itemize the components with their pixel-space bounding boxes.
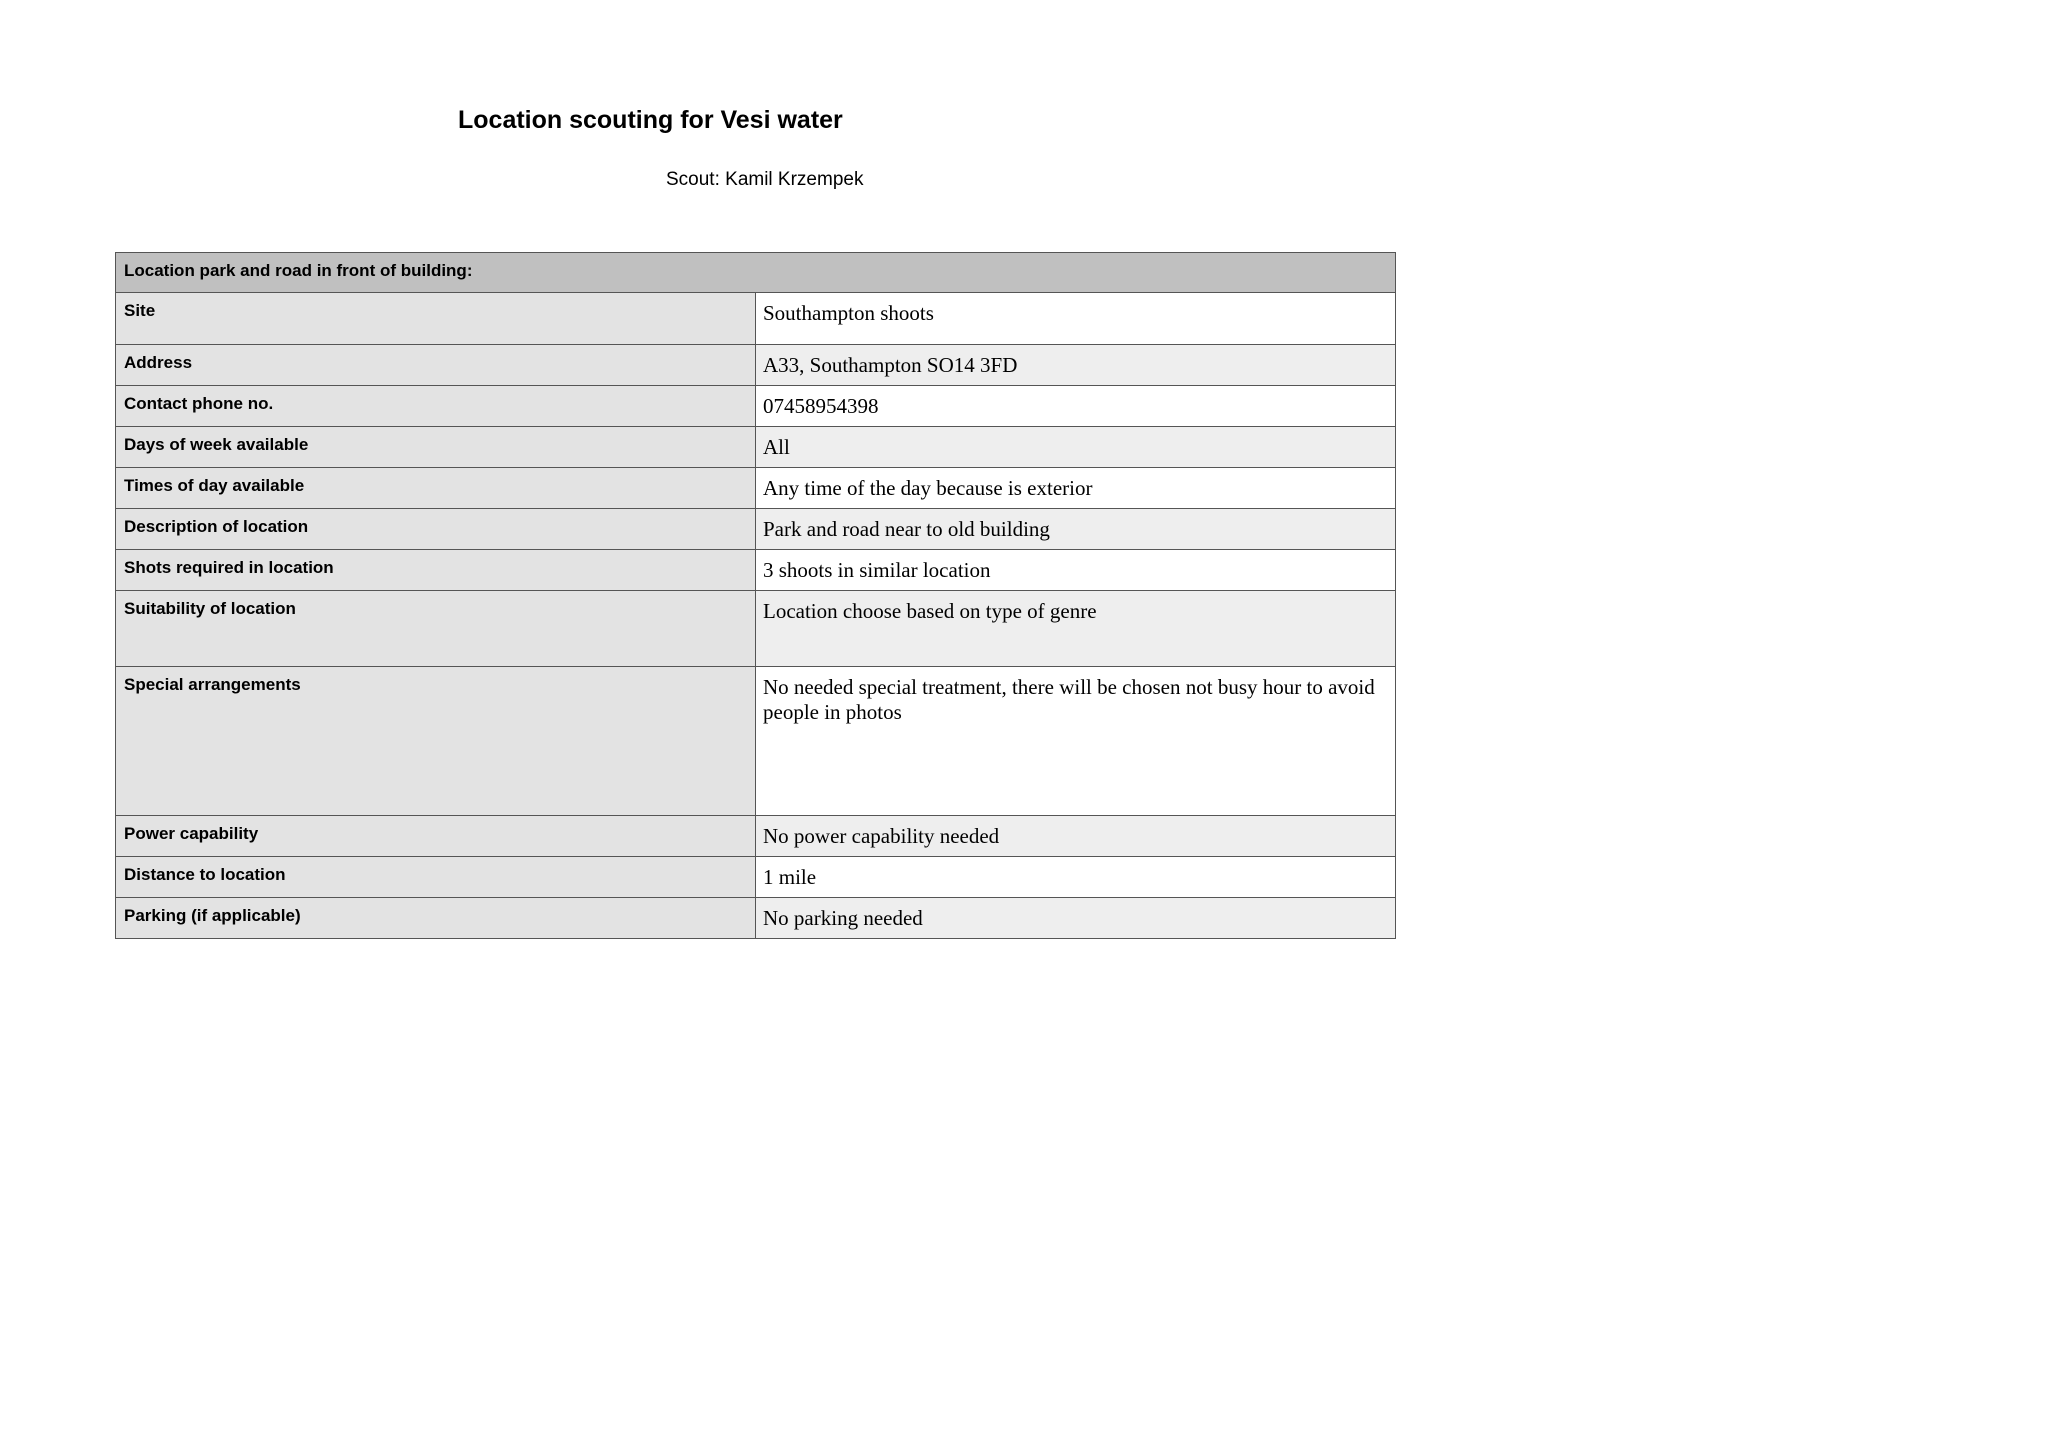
table-row-times-available <box>116 468 1396 509</box>
scout-name: Scout: Kamil Krzempek <box>666 169 864 190</box>
row-label: Distance to location <box>116 857 756 898</box>
row-value: 07458954398 <box>756 386 1396 427</box>
row-label: Power capability <box>116 816 756 857</box>
row-value: Southampton shoots <box>756 293 1396 345</box>
row-label: Parking (if applicable) <box>116 898 756 939</box>
row-label: Times of day available <box>116 468 756 509</box>
row-label: Days of week available <box>116 427 756 468</box>
table-row-days-available <box>116 427 1396 468</box>
row-label: Shots required in location <box>116 550 756 591</box>
table-row-suitability <box>116 591 1396 667</box>
row-label: Contact phone no. <box>116 386 756 427</box>
row-label: Suitability of location <box>116 591 756 667</box>
row-label: Special arrangements <box>116 667 756 816</box>
table-row-contact-phone <box>116 386 1396 427</box>
table-row-parking <box>116 898 1396 939</box>
row-label: Site <box>116 293 756 345</box>
table-row-distance <box>116 857 1396 898</box>
table-row-special-arrangements <box>116 667 1396 816</box>
document-title: Location scouting for Vesi water <box>458 106 843 134</box>
table-header-row <box>116 253 1396 293</box>
table-row-site <box>116 293 1396 345</box>
row-value: 3 shoots in similar location <box>756 550 1396 591</box>
table-row-address <box>116 345 1396 386</box>
row-value: No needed special treatment, there will be chosen not busy hour to avoid people in photos <box>756 667 1396 816</box>
row-value: A33, Southampton SO14 3FD <box>756 345 1396 386</box>
row-label: Address <box>116 345 756 386</box>
row-value: Location choose based on type of genre <box>756 591 1396 667</box>
row-value: All <box>756 427 1396 468</box>
row-value: 1 mile <box>756 857 1396 898</box>
row-value: Any time of the day because is exterior <box>756 468 1396 509</box>
table-row-description <box>116 509 1396 550</box>
row-label: Description of location <box>116 509 756 550</box>
table-row-power-capability <box>116 816 1396 857</box>
row-value: No power capability needed <box>756 816 1396 857</box>
table-header: Location park and road in front of building: <box>116 253 1396 293</box>
table-row-shots-required <box>116 550 1396 591</box>
location-scouting-table <box>115 252 1396 939</box>
row-value: No parking needed <box>756 898 1396 939</box>
row-value: Park and road near to old building <box>756 509 1396 550</box>
